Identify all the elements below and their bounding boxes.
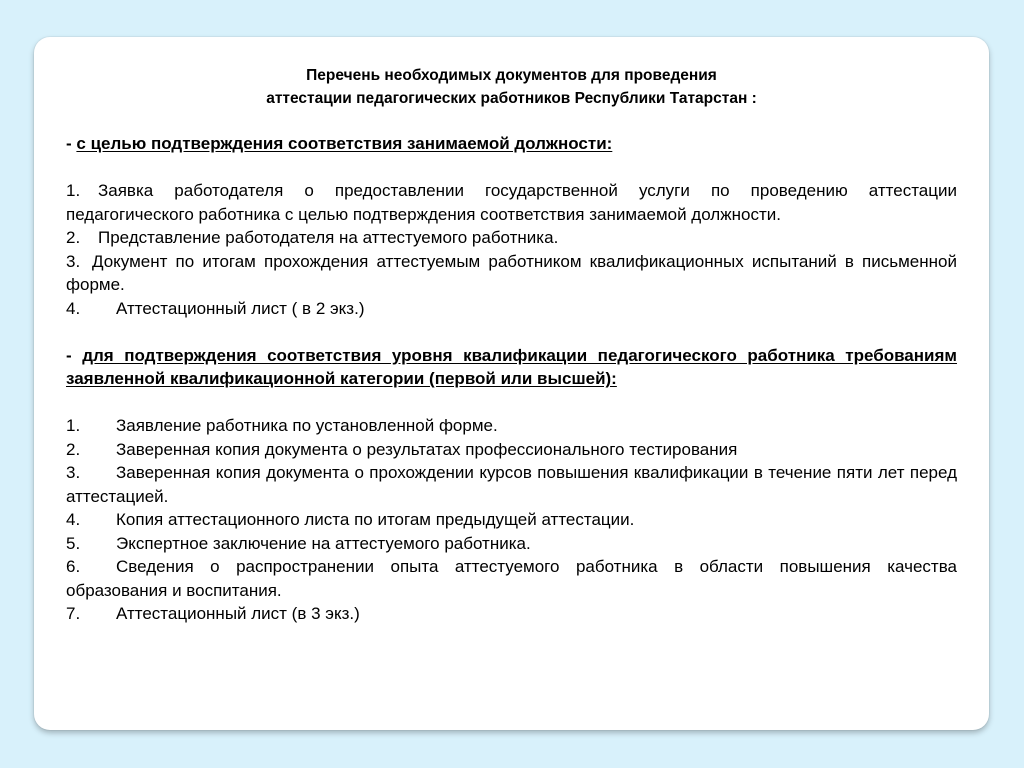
item-text: Заверенная копия документа о результатах профессионального тестирования xyxy=(116,439,738,459)
item-text: Сведения о распространении опыта аттестуемого работника в области повышения качества образования и воспитания. xyxy=(66,557,957,600)
item-number: 4. xyxy=(66,298,81,318)
list-item xyxy=(66,532,957,556)
title-line-1: Перечень необходимых документов для проведения xyxy=(306,67,717,84)
list-item xyxy=(66,508,957,532)
item-text: Экспертное заключение на аттестуемого работника. xyxy=(116,533,531,553)
section-2-list xyxy=(66,414,957,626)
item-text: Заверенная копия документа о прохождении курсов повышения квалификации в течение пяти лет перед аттестацией. xyxy=(66,463,957,506)
item-number: 2. xyxy=(66,439,81,459)
item-text: Представление работодателя на аттестуемого работника. xyxy=(98,228,559,247)
item-number: 4. xyxy=(66,510,81,529)
item-number: 1. xyxy=(66,416,81,435)
list-item xyxy=(66,297,957,321)
title-line-2: аттестации педагогических работников Республики Татарстан : xyxy=(266,90,757,107)
list-item xyxy=(66,414,957,438)
list-item xyxy=(66,461,957,508)
item-text: Документ по итогам прохождения аттестуемым работником квалификационных испытаний в письменной форме. xyxy=(66,251,957,294)
document-title xyxy=(66,64,957,110)
item-number: 6. xyxy=(66,557,81,576)
section-1-list xyxy=(66,179,957,320)
section-1-dash: - xyxy=(66,134,72,153)
section-2-heading xyxy=(66,344,957,390)
item-text: Аттестационный лист (в 3 экз.) xyxy=(116,604,360,623)
item-number: 7. xyxy=(66,604,81,623)
item-text: Заявление работника по установленной форме. xyxy=(116,416,498,435)
item-number: 3. xyxy=(66,251,81,271)
item-text: Аттестационный лист ( в 2 экз.) xyxy=(116,298,365,318)
item-number: 2. xyxy=(66,228,81,247)
section-1-heading xyxy=(66,132,957,155)
section-1-heading-text: с целью подтверждения соответствия занимаемой должности: xyxy=(76,134,613,153)
list-item xyxy=(66,438,957,462)
item-text: Копия аттестационного листа по итогам предыдущей аттестации. xyxy=(116,510,635,529)
list-item xyxy=(66,179,957,226)
section-2-dash: - xyxy=(66,346,72,365)
section-2-heading-text: для подтверждения соответствия уровня квалификации педагогического работника требованиям заявленной квалификационной категории (первой или высшей): xyxy=(66,346,957,388)
item-text: Заявка работодателя о предоставлении государственной услуги по проведению аттестации педагогического работника с целью подтверждения соответствия занимаемой должности. xyxy=(66,181,957,224)
item-number: 1. xyxy=(66,181,81,200)
list-item xyxy=(66,226,957,250)
list-item xyxy=(66,602,957,626)
list-item xyxy=(66,555,957,602)
list-item xyxy=(66,250,957,297)
item-number: 3. xyxy=(66,463,81,482)
document-content xyxy=(66,64,957,626)
item-number: 5. xyxy=(66,533,81,553)
